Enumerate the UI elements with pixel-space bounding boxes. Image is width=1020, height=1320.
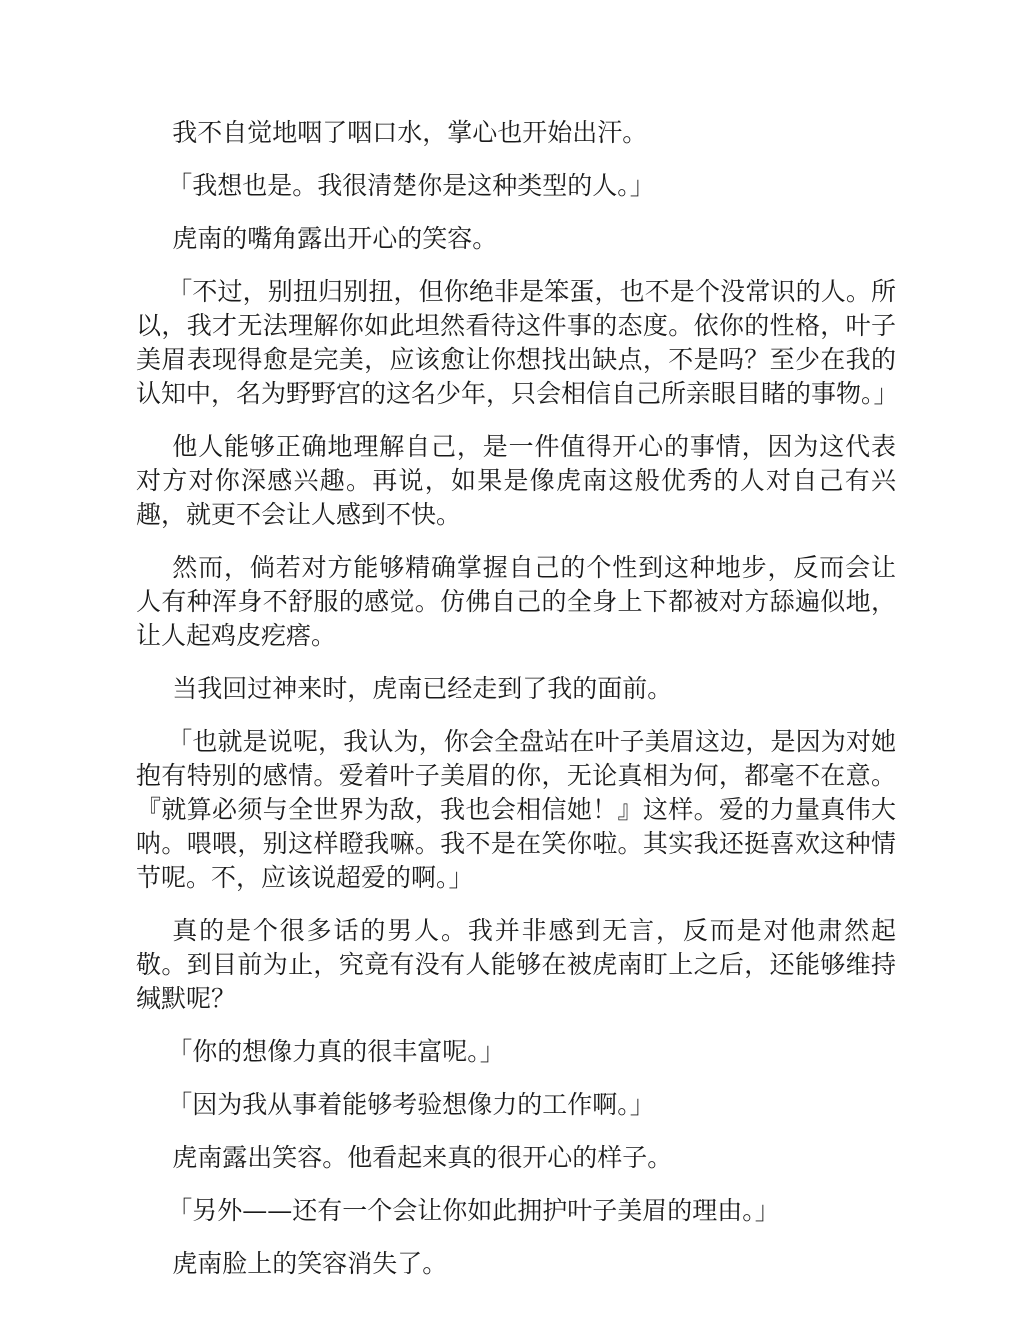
- document-page: [136, 116, 899, 1300]
- paragraph: 虎南露出笑容。他看起来真的很开心的样子。: [172, 1143, 673, 1172]
- paragraph: 真的是个很多话的男人。我并非感到无言，反而是对他肃然起敬。到目前为止，究竟有没有人能够在被虎南盯上之后，还能够维持缄默呢？: [136, 916, 896, 1013]
- dialogue-paragraph: 「也就是说呢，我认为，你会全盘站在叶子美眉这边，是因为对她抱有特别的感情。爱着叶子美眉的你，无论真相为何，都毫不在意。『就算必须与全世界为敌，我也会相信她！』这样。爱的力量真伟大呐。喂喂，别这样瞪我嘛。我不是在笑你啦。其实我还挺喜欢这种情节呢。不，应该说超爱的啊。」: [136, 727, 896, 892]
- dialogue-paragraph: 「因为我从事着能够考验想像力的工作啊。」: [167, 1090, 655, 1119]
- paragraph: 我不自觉地咽了咽口水，掌心也开始出汗。: [172, 118, 648, 147]
- dialogue-paragraph: 「不过，别扭归别扭，但你绝非是笨蛋，也不是个没常识的人。所以，我才无法理解你如此坦然看待这件事的态度。依你的性格，叶子美眉表现得愈是完美，应该愈让你想找出缺点，不是吗？至少在我的认知中，名为野野宫的这名少年，只会相信自己所亲眼目睹的事物。」: [136, 277, 899, 408]
- dialogue-paragraph: 「你的想像力真的很丰富呢。」: [167, 1037, 505, 1066]
- paragraph: 虎南的嘴角露出开心的笑容。: [172, 224, 498, 253]
- paragraph: 然而，倘若对方能够精确掌握自己的个性到这种地步，反而会让人有种浑身不舒服的感觉。仿佛自己的全身上下都被对方舔遍似地，让人起鸡皮疙瘩。: [136, 553, 896, 650]
- dialogue-paragraph: 「我想也是。我很清楚你是这种类型的人。」: [167, 171, 655, 200]
- paragraph: 他人能够正确地理解自己，是一件值得开心的事情，因为这代表对方对你深感兴趣。再说，如果是像虎南这般优秀的人对自己有兴趣，就更不会让人感到不快。: [136, 432, 896, 529]
- paragraph: 虎南脸上的笑容消失了。: [172, 1249, 448, 1278]
- paragraph: 当我回过神来时，虎南已经走到了我的面前。: [172, 674, 673, 703]
- dialogue-paragraph: 「另外——还有一个会让你如此拥护叶子美眉的理由。」: [167, 1196, 780, 1225]
